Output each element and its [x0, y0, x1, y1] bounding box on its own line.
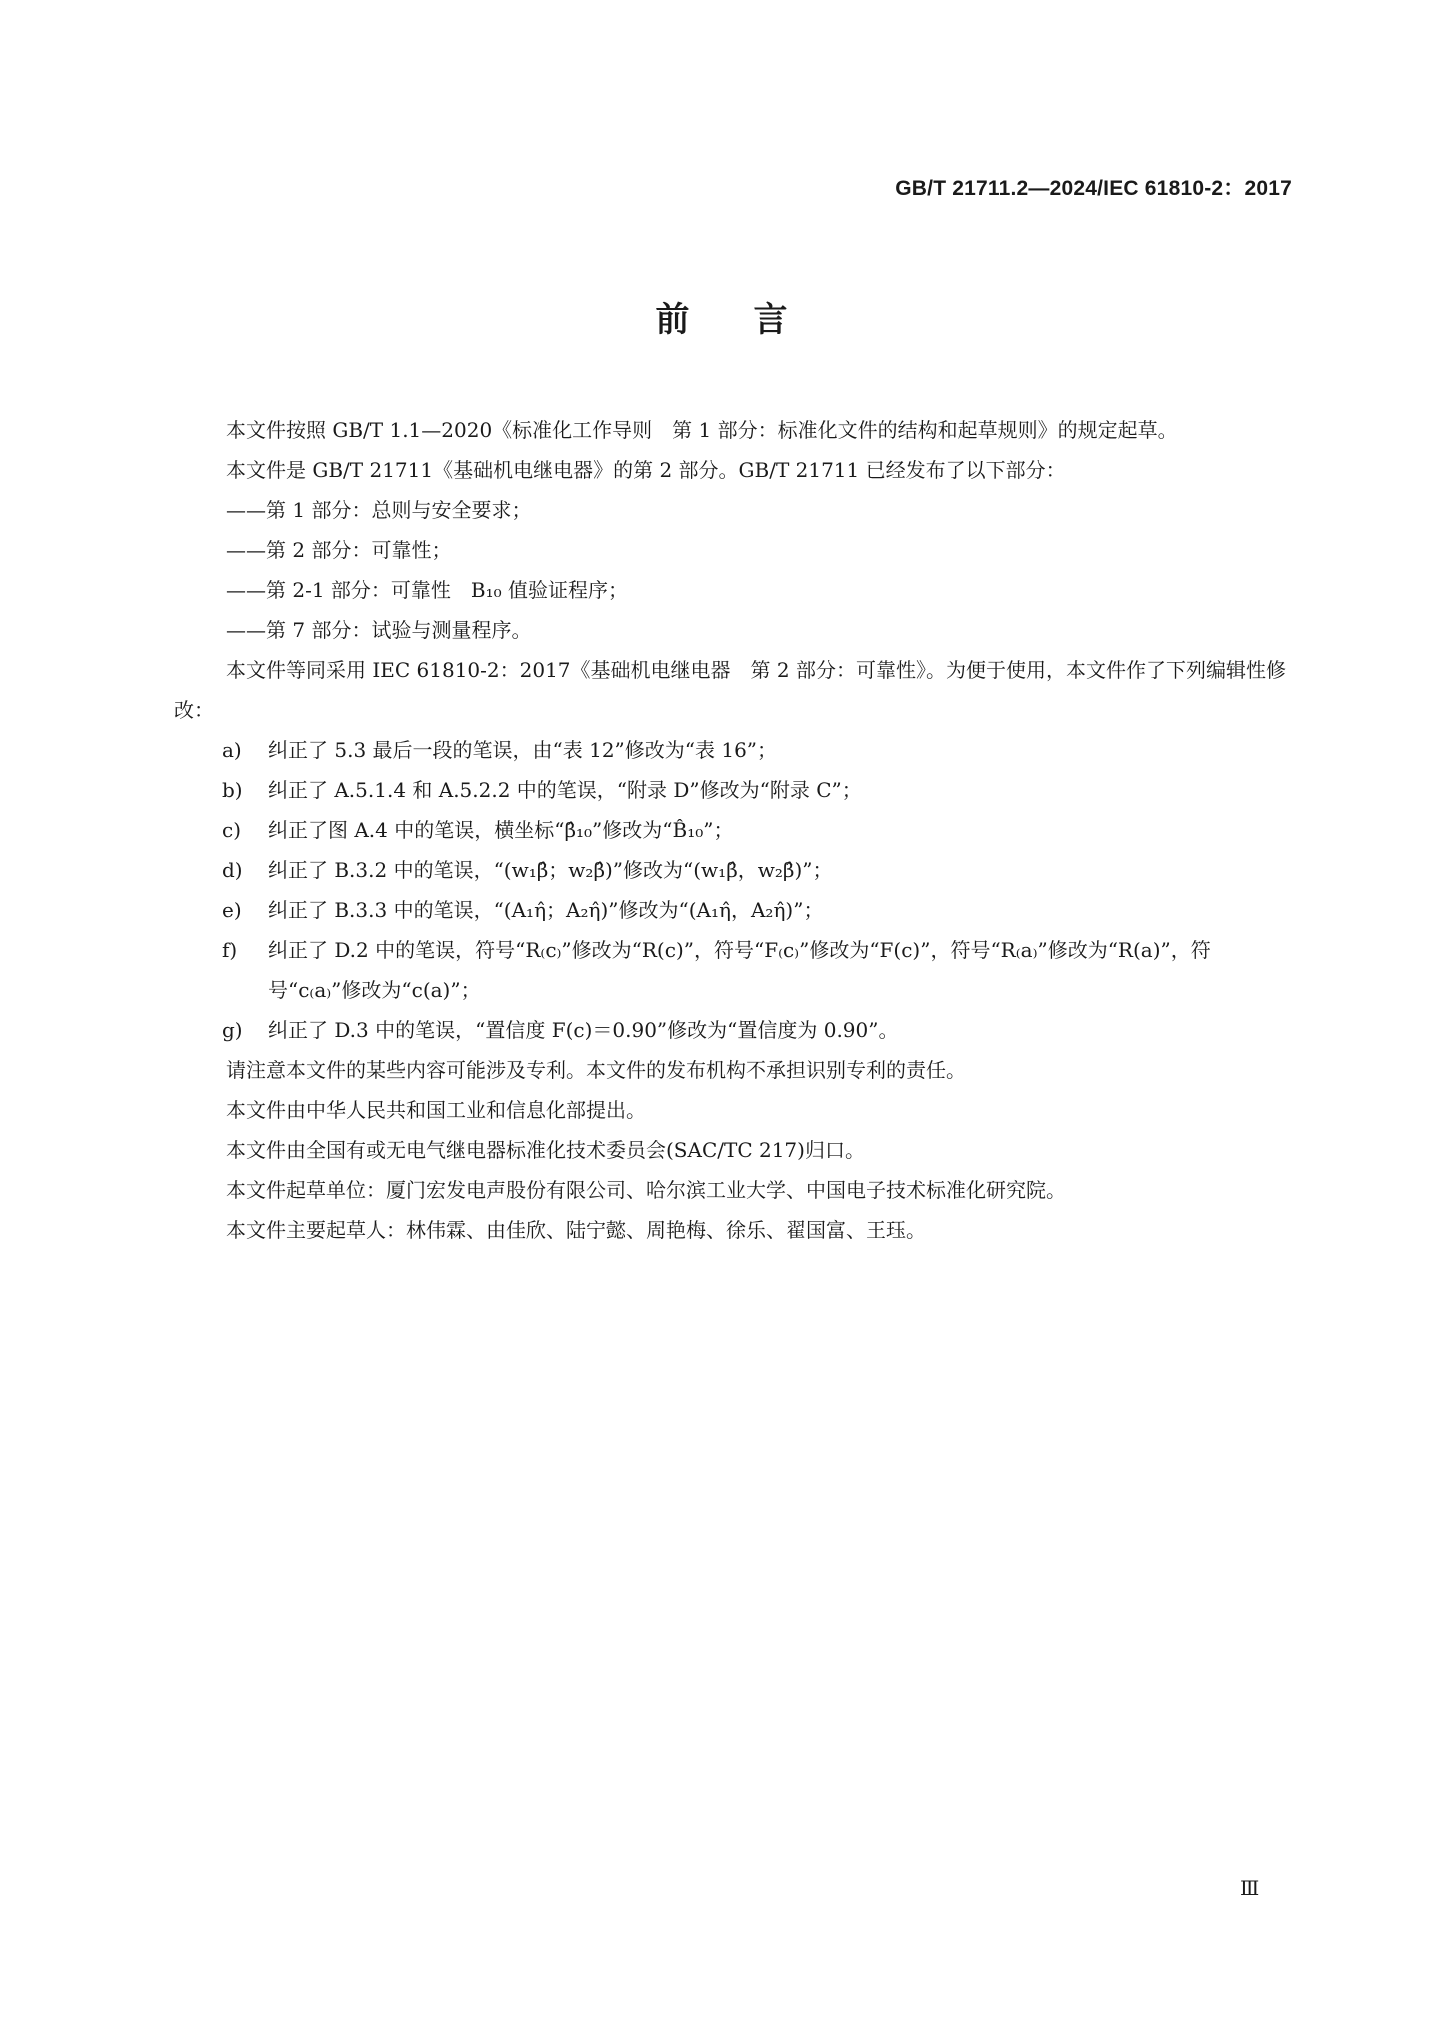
item-label: c): [222, 818, 242, 842]
title-char-left: 前: [655, 300, 692, 340]
part-list-item: ——第 1 部分：总则与安全要求；: [226, 498, 532, 522]
part-list-item: ——第 7 部分：试验与测量程序。: [226, 618, 532, 642]
item-text: 纠正了图 A.4 中的笔误，横坐标“β̂₁₀”修改为“B̂₁₀”；: [268, 818, 734, 842]
paragraph-drafting-units: 本文件起草单位：厦门宏发电声股份有限公司、哈尔滨工业大学、中国电子技术标准化研究院。: [226, 1178, 1066, 1202]
paragraph-series-intro: 本文件是 GB/T 21711《基础机电继电器》的第 2 部分。GB/T 21711 已经发布了以下部分：: [226, 458, 1066, 482]
modification-item: [174, 730, 1292, 770]
modification-item: [174, 810, 1292, 850]
item-label: b): [222, 778, 243, 802]
page-number: Ⅲ: [1240, 1876, 1260, 1900]
item-label: f): [222, 938, 238, 962]
paragraph-patent-notice: 请注意本文件的某些内容可能涉及专利。本文件的发布机构不承担识别专利的责任。: [226, 1058, 966, 1082]
title-char-right: 言: [753, 300, 790, 340]
part-list-item: ——第 2 部分：可靠性；: [226, 538, 452, 562]
modification-item: [174, 890, 1292, 930]
item-label: d): [222, 858, 243, 882]
item-text: 纠正了 5.3 最后一段的笔误，由“表 12”修改为“表 16”；: [268, 738, 778, 762]
page-title: [0, 292, 1445, 341]
paragraph-committee: 本文件由全国有或无电气继电器标准化技术委员会(SAC/TC 217)归口。: [226, 1138, 865, 1162]
modification-item: [174, 770, 1292, 810]
item-text: 纠正了 A.5.1.4 和 A.5.2.2 中的笔误，“附录 D”修改为“附录 C”；: [268, 778, 862, 802]
modification-item: [174, 850, 1292, 890]
paragraph-proposer: 本文件由中华人民共和国工业和信息化部提出。: [226, 1098, 646, 1122]
item-text: 纠正了 B.3.2 中的笔误，“(w₁β̂；w₂β̂)”修改为“(w₁β̂，w₂β̂)”；: [268, 858, 833, 882]
item-label: a): [222, 738, 242, 762]
item-label: e): [222, 898, 242, 922]
foreword-body: [174, 410, 1292, 1250]
part-list-item: ——第 2-1 部分：可靠性 B₁₀ 值验证程序；: [226, 578, 629, 602]
paragraph-adoption: 本文件等同采用 IEC 61810-2：2017《基础机电继电器 第 2 部分：可靠性》。为便于使用，本文件作了下列编辑性修改：: [174, 658, 1286, 722]
paragraph-drafters: 本文件主要起草人：林伟霖、由佳欣、陆宁懿、周艳梅、徐乐、翟国富、王珏。: [226, 1218, 926, 1242]
item-text: 纠正了 D.2 中的笔误，符号“R₍c₎”修改为“R(c)”，符号“F₍c₎”修改为“F(c)”，符号“R₍a₎”修改为“R(a)”，符号“c₍a₎”修改为“c(a)”；: [268, 938, 1211, 1002]
modification-item: [174, 930, 1292, 1010]
item-text: 纠正了 D.3 中的笔误，“置信度 F(c)＝0.90”修改为“置信度为 0.90”。: [268, 1018, 899, 1042]
modification-item: [174, 1010, 1292, 1050]
item-text: 纠正了 B.3.3 中的笔误，“(A₁η̂；A₂η̂)”修改为“(A₁η̂，A₂η̂)”；: [268, 898, 824, 922]
item-label: g): [222, 1018, 243, 1042]
standard-code-header: GB/T 21711.2—2024/IEC 61810-2：2017: [895, 177, 1292, 200]
paragraph-drafting-rules: 本文件按照 GB/T 1.1—2020《标准化工作导则 第 1 部分：标准化文件的结构和起草规则》的规定起草。: [226, 418, 1178, 442]
